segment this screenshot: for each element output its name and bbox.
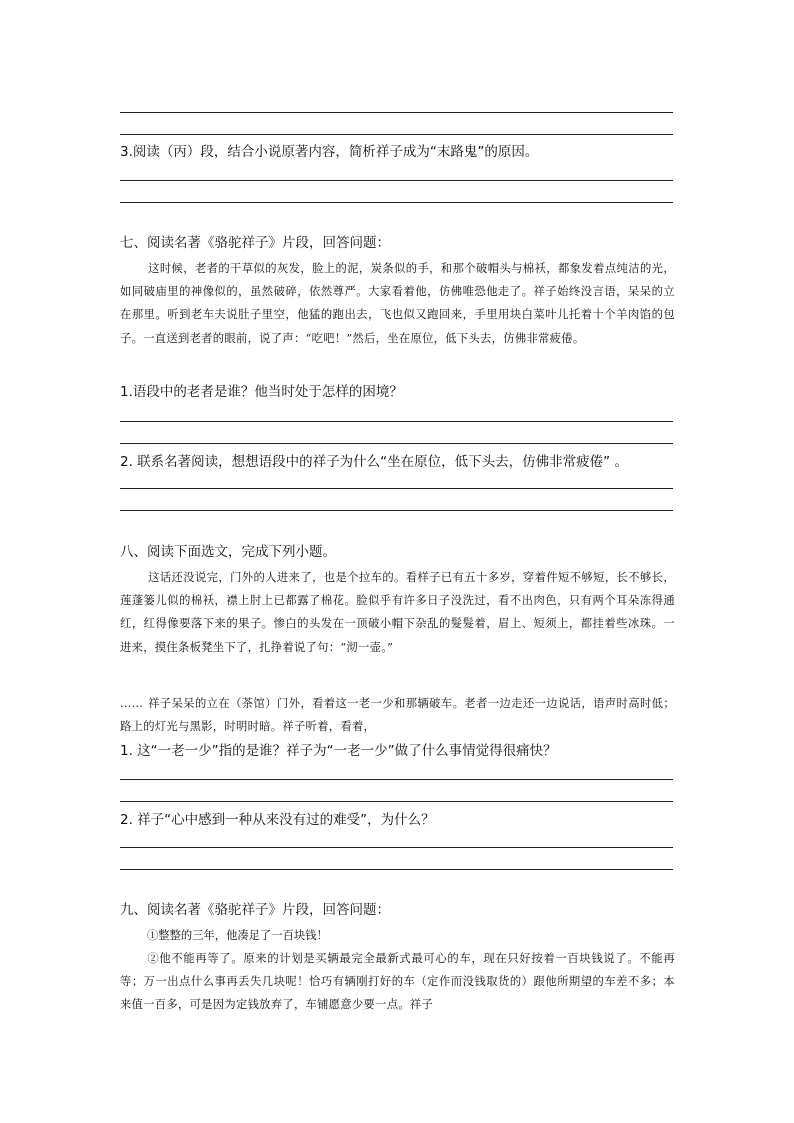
section-7-heading: 七、阅读名著《骆驼祥子》片段，回答问题： <box>120 235 390 251</box>
section-7-passage-text: 这时候，老者的干草似的灰发，脸上的泥，炭条似的手，和那个破帽头与棉袄，都象发着点纯洁的光，如同破庙里的神像似的，虽然破碎，依然尊严。大家看着他，仿佛唯恐他走了。祥子始终没言语，呆呆的立在那里。听到老车夫说肚子里空，他猛的跑出去，飞也似又跑回来，手里用块白菜叶儿托着十个羊肉馅的包子。一直送到老者的眼前，说了声：“吃吧！”然后，坐在原位，低下头去，仿佛非常疲倦。 <box>120 262 675 345</box>
answer-line <box>120 801 673 802</box>
section-9-item-2 <box>120 947 675 1017</box>
answer-line <box>120 510 673 511</box>
answer-line <box>120 421 673 422</box>
answer-line <box>120 869 673 870</box>
section-9-item-2-text: ②他不能再等了。原来的计划是买辆最完全最新式最可心的车，现在只好按着一百块钱说了。不能再等；万一出点什么事再丢失几块呢！恰巧有辆刚打好的车（定作而没钱取货的）跟他所期望的车差不多；本来值一百多，可是因为定钱放弃了，车铺愿意少要一点。祥子 <box>120 952 675 1012</box>
section-8-heading: 八、阅读下面选文，完成下列小题。 <box>120 544 336 560</box>
answer-line <box>120 488 673 489</box>
question-s7-1: 1.语段中的老者是谁？他当时处于怎样的困境？ <box>120 384 403 400</box>
answer-line <box>120 847 673 848</box>
answer-line <box>120 112 673 113</box>
ellipsis: …… <box>120 697 144 710</box>
question-s8-2: 2. 祥子“心中感到一种从来没有过的难受”，为什么？ <box>120 812 435 828</box>
section-7-passage <box>120 257 675 350</box>
answer-line <box>120 443 673 444</box>
answer-line <box>120 134 673 135</box>
section-8-passage-1-text: 这话还没说完，门外的人进来了，也是个拉车的。看样子已有五十多岁，穿着件短不够短，长不够长，莲蓬篓儿似的棉袄，襟上肘上已都露了棉花。脸似乎有许多日子没洗过，看不出肉色，只有两个耳朵冻得通红，红得像要落下来的果子。惨白的头发在一顶破小帽下杂乱的髮髮着，眉上、短须上，都挂着些冰珠。一进来，摸住条板凳坐下了，扎挣着说了句：“沏一壶。” <box>120 571 675 654</box>
question-s8-1: 1. 这“一老一少”指的是谁？祥子为“一老一少”做了什么事情觉得很痛快？ <box>120 743 557 759</box>
answer-line <box>120 202 673 203</box>
section-9-heading: 九、阅读名著《骆驼祥子》片段，回答问题： <box>120 902 390 918</box>
section-8-passage-2-text: 祥子呆呆的立在（茶馆）门外，看着这一老一少和那辆破车。老者一边走还一边说话，语声时高时低；路上的灯光与黑影，时明时暗。祥子听着，看着， <box>120 697 675 734</box>
question-s6-3: 3.阅读（丙）段，结合小说原著内容，简析祥子成为“末路鬼”的原因。 <box>120 144 539 160</box>
answer-line <box>120 779 673 780</box>
answer-line <box>120 180 673 181</box>
section-8-passage-1 <box>120 566 675 659</box>
question-s7-2: 2. 联系名著阅读，想想语段中的祥子为什么“坐在原位，低下头去，仿佛非常疲倦” 。 <box>120 454 628 470</box>
section-9-item-1: ①整整的三年，他凑足了一百块钱！ <box>147 929 328 942</box>
section-8-passage-2 <box>120 692 675 738</box>
